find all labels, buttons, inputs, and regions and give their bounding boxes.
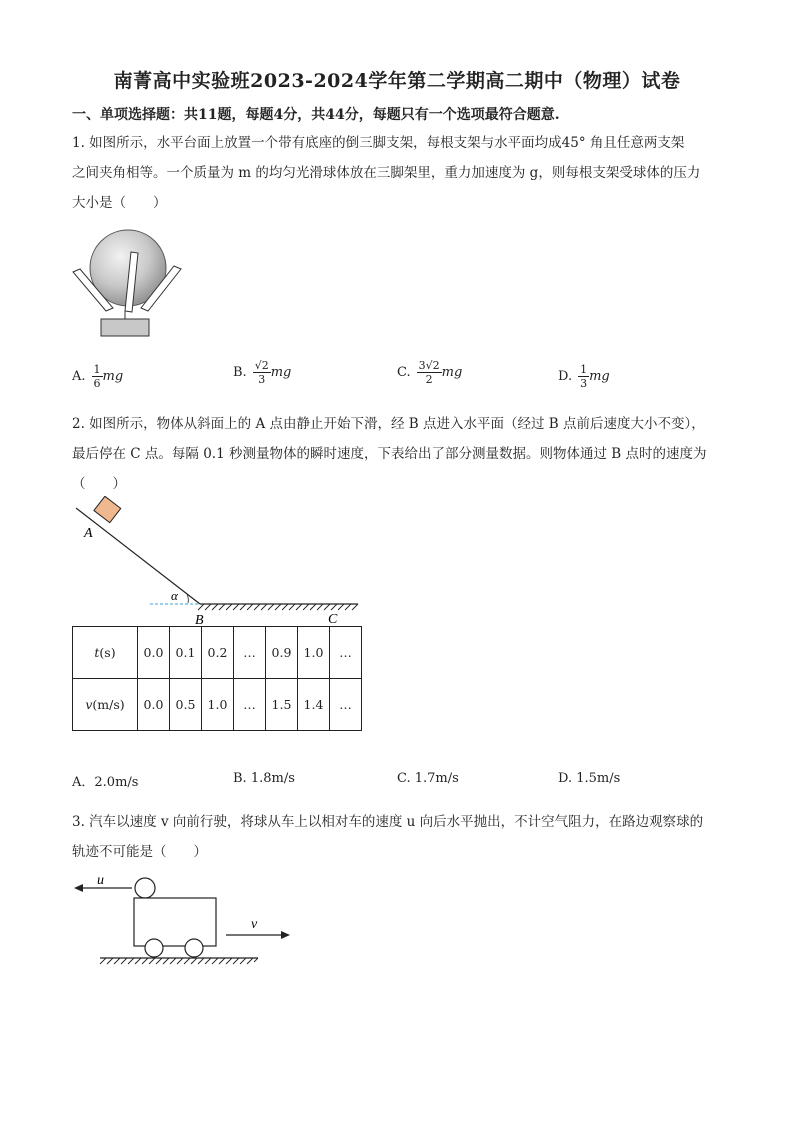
table-row bbox=[73, 679, 362, 731]
v-cell: … bbox=[234, 679, 266, 731]
q3-text bbox=[72, 807, 722, 867]
q1-text bbox=[72, 128, 722, 218]
label-v: v bbox=[251, 917, 258, 932]
v-cell: … bbox=[330, 679, 362, 731]
label-c: C bbox=[328, 612, 338, 626]
ball-shape bbox=[135, 878, 155, 898]
q1-line3: 大小是（ ） bbox=[72, 195, 167, 211]
q3-car-figure bbox=[70, 864, 300, 970]
q1-option-a[interactable]: A. $\frac{1}{6}$ mg bbox=[72, 363, 124, 390]
label-alpha: α bbox=[171, 588, 178, 603]
base-shape bbox=[101, 319, 149, 336]
q1-line1: 1. 如图所示，水平台面上放置一个带有底座的倒三脚支架，每根支架与水平面均成45° 角且任意两支架 bbox=[72, 135, 685, 151]
t-cell: 0.1 bbox=[170, 627, 202, 679]
t-cell: 0.0 bbox=[138, 627, 170, 679]
wheel-shape bbox=[185, 939, 203, 957]
ground-hatch bbox=[198, 604, 358, 610]
q1-tripod-figure bbox=[70, 222, 190, 342]
label-b: B bbox=[195, 613, 204, 626]
q1-option-d[interactable]: D. $\frac{1}{3}$ mg bbox=[558, 363, 610, 390]
page-title: 南菁高中实验班2023-2024学年第二学期高二期中（物理）试卷 bbox=[113, 70, 681, 92]
car-body-shape bbox=[134, 898, 216, 946]
t-cell: 1.0 bbox=[298, 627, 330, 679]
t-cell: … bbox=[234, 627, 266, 679]
v-cell: 0.0 bbox=[138, 679, 170, 731]
v-cell: 1.0 bbox=[202, 679, 234, 731]
q2-line3: （ ） bbox=[72, 476, 126, 492]
table-row bbox=[73, 627, 362, 679]
v-header: v(m/s) bbox=[73, 679, 138, 731]
block-shape bbox=[94, 496, 121, 522]
t-cell: … bbox=[330, 627, 362, 679]
q1-option-c[interactable]: C. $\frac{3√2}{2}$ mg bbox=[397, 359, 463, 386]
t-header: t(s) bbox=[73, 627, 138, 679]
q2-option-d[interactable]: D. 1.5m/s bbox=[558, 771, 621, 786]
q3-line1: 3. 汽车以速度 v 向前行驶，将球从车上以相对车的速度 u 向后水平抛出，不计空气阻力，在路边观察球的 bbox=[72, 814, 704, 830]
v-cell: 1.4 bbox=[298, 679, 330, 731]
t-cell: 0.2 bbox=[202, 627, 234, 679]
road-hatch bbox=[100, 958, 258, 964]
q2-text bbox=[72, 409, 722, 499]
v-cell: 0.5 bbox=[170, 679, 202, 731]
incline-line bbox=[76, 508, 200, 604]
u-arrowhead bbox=[74, 884, 83, 892]
label-a: A bbox=[84, 526, 93, 541]
wheel-shape bbox=[145, 939, 163, 957]
v-arrowhead bbox=[281, 931, 290, 939]
q1-line2: 之间夹角相等。一个质量为 m 的均匀光滑球体放在三脚架里，重力加速度为 g，则每根支架受球体的压力 bbox=[72, 165, 701, 181]
q2-data-table bbox=[72, 626, 362, 731]
q2-option-c[interactable]: C. 1.7m/s bbox=[397, 771, 459, 786]
q2-option-b[interactable]: B. 1.8m/s bbox=[233, 771, 295, 786]
q2-line1: 2. 如图所示，物体从斜面上的 A 点由静止开始下滑，经 B 点进入水平面（经过 B 点前后速度大小不变）， bbox=[72, 416, 705, 432]
q3-line2: 轨迹不可能是（ ） bbox=[72, 844, 207, 860]
q2-incline-figure bbox=[70, 496, 370, 626]
t-cell: 0.9 bbox=[266, 627, 298, 679]
label-u: u bbox=[97, 873, 104, 888]
v-cell: 1.5 bbox=[266, 679, 298, 731]
q2-option-a[interactable]: A．2.0m/s bbox=[72, 775, 139, 790]
q2-line2: 最后停在 C 点。每隔 0.1 秒测量物体的瞬时速度，下表给出了部分测量数据。则物体通过 B 点时的速度为 bbox=[72, 446, 707, 462]
section-heading: 一、单项选择题：共11题，每题4分，共44分，每题只有一个选项最符合题意. bbox=[72, 107, 560, 123]
q1-option-b[interactable]: B. $\frac{√2}{3}$ mg bbox=[233, 359, 292, 386]
